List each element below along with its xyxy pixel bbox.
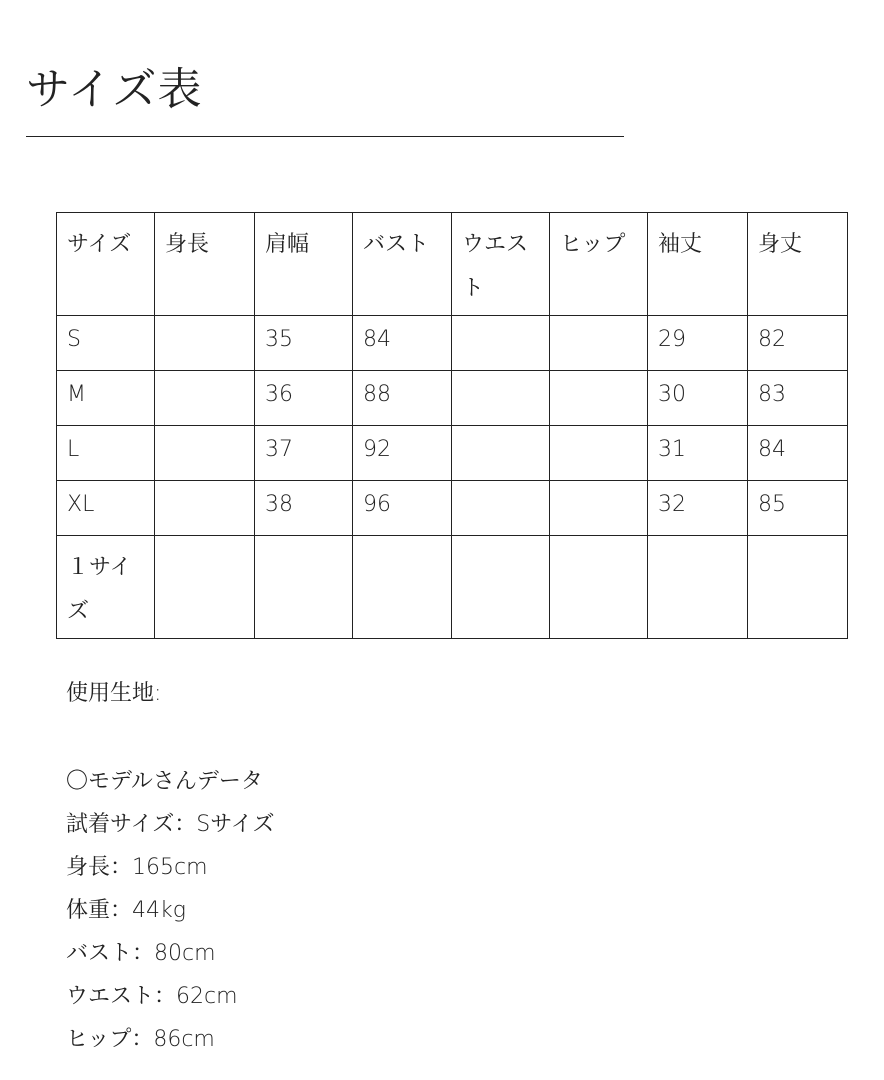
table-cell: 31 [648,426,748,481]
table-cell: 92 [353,426,452,481]
table-cell [155,426,255,481]
spacer [66,716,274,760]
table-cell [155,536,255,639]
header-cell-hip: ヒップ [550,213,648,316]
table-cell: M [57,371,155,426]
table-cell [155,316,255,371]
header-cell-height: 身長 [155,213,255,316]
table-cell [255,536,353,639]
table-row [57,481,848,536]
table-cell [550,371,648,426]
table-cell [452,426,550,481]
table-cell [550,536,648,639]
table-cell: 96 [353,481,452,536]
size-table [56,212,848,639]
table-cell: 38 [255,481,353,536]
table-cell: L [57,426,155,481]
table-cell: 36 [255,371,353,426]
table-row [57,316,848,371]
table-cell [452,536,550,639]
table-cell: 88 [353,371,452,426]
table-row [57,536,848,639]
header-cell-size: サイズ [57,213,155,316]
model-hip: ヒップ：86cm [66,1027,215,1052]
header-cell-waist: ウエスト [452,213,550,316]
table-cell [550,481,648,536]
table-header-row [57,213,848,316]
table-cell [452,316,550,371]
table-cell: 83 [748,371,848,426]
page-title: サイズ表 [26,64,203,115]
table-cell: 82 [748,316,848,371]
material-label: 使用生地: [66,681,162,706]
table-cell [155,481,255,536]
table-cell: １サイズ [57,536,155,639]
table-cell: XL [57,481,155,536]
table-cell: 35 [255,316,353,371]
table-cell: 32 [648,481,748,536]
table-cell [550,426,648,481]
header-cell-sleeve: 袖丈 [648,213,748,316]
table-cell [550,316,648,371]
table-cell [452,371,550,426]
table-row [57,426,848,481]
table-cell [648,536,748,639]
model-data-heading: 〇モデルさんデータ [66,769,263,794]
table-cell: 37 [255,426,353,481]
model-waist: ウエスト：62cm [66,984,238,1009]
header-cell-shoulder: 肩幅 [255,213,353,316]
title-underline [26,136,624,137]
table-cell: 84 [353,316,452,371]
header-cell-bust: バスト [353,213,452,316]
table-cell: 85 [748,481,848,536]
model-weight: 体重：44kg [66,898,186,923]
table-cell [452,481,550,536]
table-cell: 29 [648,316,748,371]
table-cell: S [57,316,155,371]
table-cell [353,536,452,639]
table-cell: 84 [748,426,848,481]
header-cell-length: 身丈 [748,213,848,316]
model-fitting-size: 試着サイズ：Sサイズ [66,812,275,837]
table-row [57,371,848,426]
model-height: 身長：165cm [66,855,208,880]
table-cell [155,371,255,426]
product-info [66,672,274,1061]
model-bust: バスト：80cm [66,941,216,966]
table-cell [748,536,848,639]
table-cell: 30 [648,371,748,426]
